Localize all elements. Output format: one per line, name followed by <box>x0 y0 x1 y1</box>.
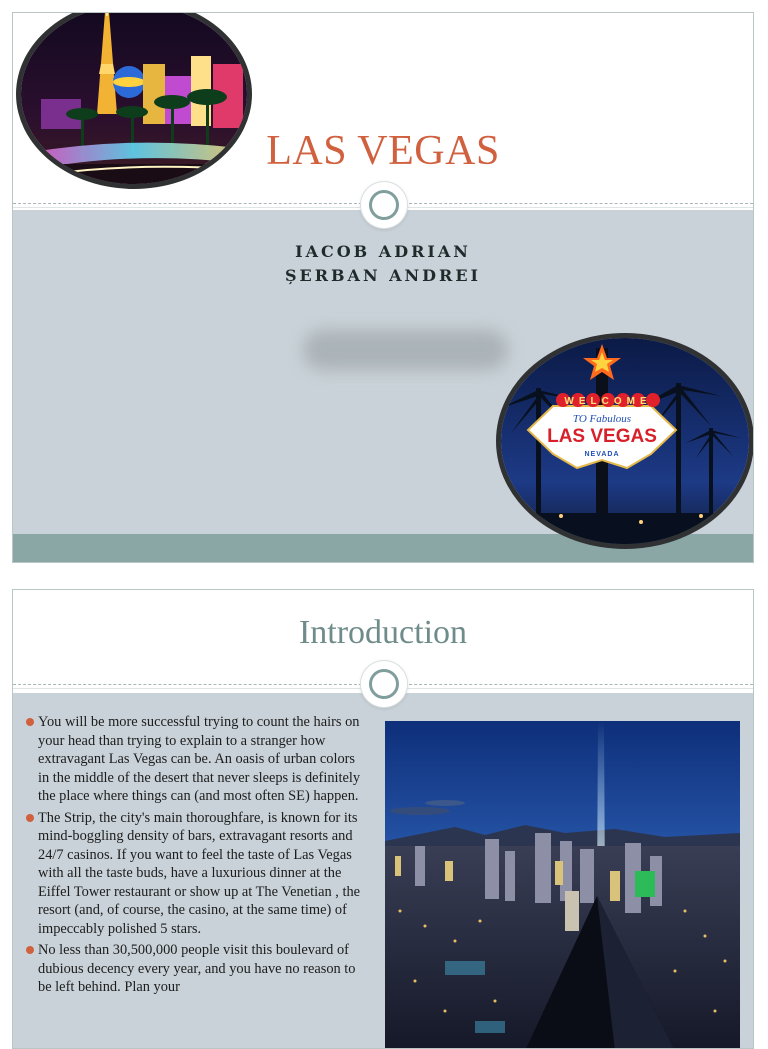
list-item <box>26 941 366 997</box>
blurred-subtitle <box>303 330 508 370</box>
sign-to-fabulous: TO Fabulous <box>572 413 632 425</box>
circle-ornament <box>361 661 407 707</box>
bullet-text: No less than 30,500,000 people visit this boulevard of dubious decency every year, and you have no reason to be left behind. Plan your <box>38 942 356 995</box>
slide-title: LAS VEGAS <box>266 128 500 174</box>
sign-welcome: WELCOME <box>564 396 652 407</box>
bullet-text: The Strip, the city's main thoroughfare, is known for its mind-boggling density of bars, extravagant resorts and 24/7 casinos. If you want to feel the taste of Las Vegas with all the taste buds, have a luxurious dinner at the Eiffel Tower restaurant or show up at The Venetian , the resort (and, of course, the casino, at the same time) of impeccably polished 5 stars. <box>38 809 361 937</box>
bullet-dot-icon <box>26 814 34 822</box>
author-name: IACOB ADRIAN <box>295 242 471 261</box>
authors <box>13 240 753 288</box>
sign-state: NEVADA <box>584 451 620 458</box>
list-item <box>26 713 366 806</box>
bullet-text: You will be more successful trying to count the hairs on your head than trying to explain to a stranger how extravagant Las Vegas can be. An oasis of urban colors in the middle of the desert that never sleeps is definitely the place where things can (and most often SE) happen. <box>38 714 361 804</box>
welcome-sign-photo <box>496 333 754 549</box>
slide-title: Introduction <box>298 614 468 651</box>
bullet-dot-icon <box>26 946 34 954</box>
sign-city: LAS VEGAS <box>547 426 657 447</box>
introduction-slide <box>12 589 754 1049</box>
list-item <box>26 809 366 939</box>
title-slide <box>12 12 754 563</box>
author-name: ȘERBAN ANDREI <box>284 266 482 285</box>
city-aerial-photo <box>385 721 740 1049</box>
bullet-dot-icon <box>26 718 34 726</box>
circle-ornament <box>361 182 407 228</box>
bullet-list <box>26 713 366 1000</box>
